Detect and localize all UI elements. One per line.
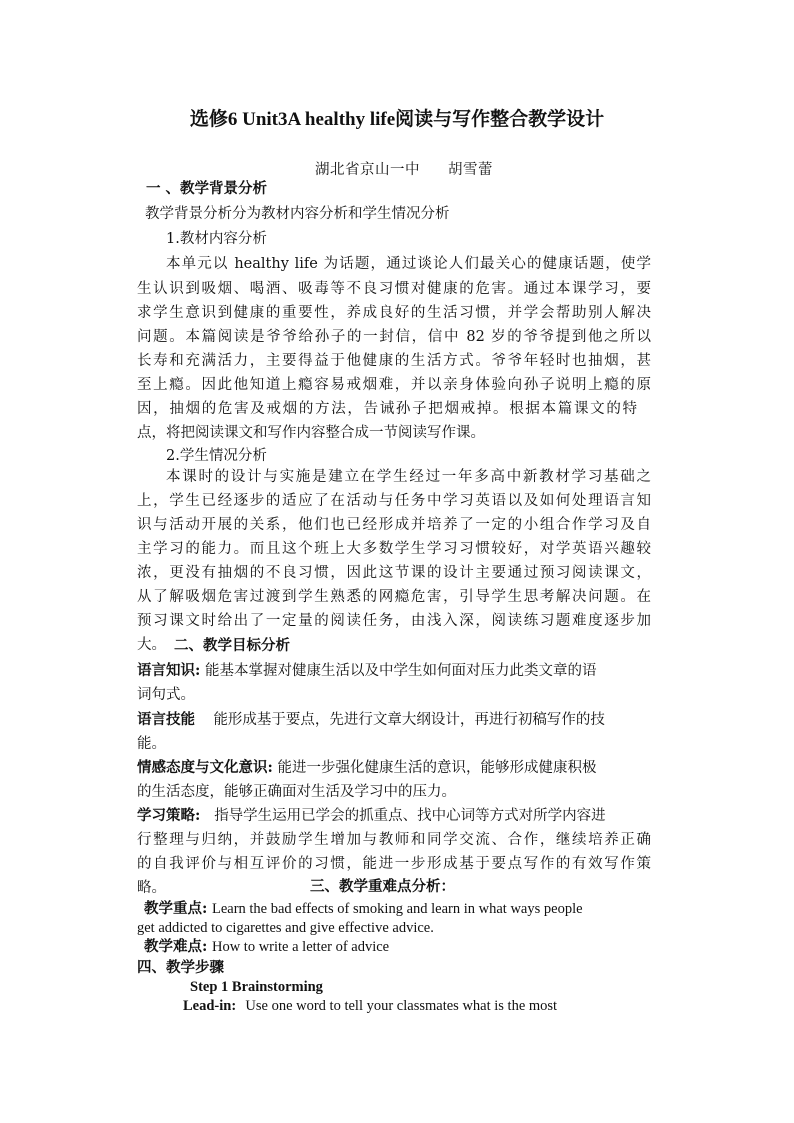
goal-text-cont: 词句式。 bbox=[137, 687, 195, 703]
diff-text: How to write a letter of advice bbox=[211, 939, 390, 955]
author-name: 胡雪蕾 bbox=[448, 162, 493, 178]
key-point bbox=[144, 899, 652, 919]
paragraph-line: 预习课文时给出了一定量的阅读任务，由浅入深，阅读练习题难度逐步加 bbox=[137, 613, 651, 629]
paragraph-line: 上，学生已经逐步的适应了在活动与任务中学习英语以及如何处理语言知 bbox=[137, 493, 651, 509]
author-school: 湖北省京山一中 bbox=[315, 162, 420, 178]
goal-label: 情感态度与文化意识: bbox=[137, 759, 273, 776]
goal-label: 学习策略: bbox=[137, 807, 201, 824]
leadin-text: Use one word to tell your classmates what is the most bbox=[245, 998, 558, 1014]
goal-text-cont: 的生活态度，能够正确面对生活及学习中的压力。 bbox=[137, 784, 456, 800]
leadin-label: Lead-in: bbox=[183, 998, 237, 1014]
diff-label: 教学难点: bbox=[144, 938, 208, 955]
paragraph-line: 主学习的能力。而且这个班上大多数学生学习习惯较好，对学英语兴趣较 bbox=[137, 541, 651, 557]
key-text: Learn the bad effects of smoking and learn in what ways people bbox=[211, 901, 583, 917]
subheading-materials: 1.教材内容分析 bbox=[166, 231, 267, 247]
subheading-students: 2.学生情况分析 bbox=[166, 448, 267, 464]
paragraph-line: 长寿和充满活力，主要得益于他健康的生活方式。爷爷年轻时也抽烟，甚 bbox=[137, 353, 651, 369]
paragraph-line: 从了解吸烟危害过渡到学生熟悉的网瘾危害，引导学生思考解决问题。在 bbox=[137, 589, 651, 605]
paragraph-line: 至上瘾。因此他知道上瘾容易戒烟难，并以亲身体验向孙子说明上瘾的原 bbox=[137, 377, 651, 393]
goal-language-knowledge bbox=[137, 661, 651, 681]
goal-text-cont: 能。 bbox=[137, 736, 166, 752]
goal-label: 语言知识: bbox=[137, 662, 201, 679]
goal-text: 能基本掌握对健康生活以及中学生如何面对压力此类文章的语 bbox=[204, 663, 597, 679]
document-title: 选修6 Unit3A healthy life阅读与写作整合教学设计 bbox=[189, 109, 605, 130]
paragraph-line: 浓，更没有抽烟的不良习惯，因此这节课的设计主要通过预习阅读课文， bbox=[137, 565, 651, 581]
paragraph-line: 大。 bbox=[137, 637, 166, 653]
goal-text: 能进一步强化健康生活的意识，能够形成健康积极 bbox=[277, 760, 597, 776]
lead-in bbox=[183, 996, 653, 1016]
goal-text: 能形成基于要点，先进行文章大纲设计，再进行初稿写作的技 bbox=[213, 712, 605, 728]
goal-language-skills bbox=[137, 710, 651, 730]
goal-text-cont: 行整理与归纳，并鼓励学生增加与教师和同学交流、合作，继续培养正确 bbox=[137, 832, 651, 848]
paragraph-line: 问题。本篇阅读是爷爷给孙子的一封信，信中 82 岁的爷爷提到他之所以 bbox=[137, 329, 651, 345]
goal-attitude-culture bbox=[137, 758, 651, 778]
paragraph-line: 因，抽烟的危害及戒烟的方法，告诫孙子把烟戒掉。根据本篇课文的特 bbox=[137, 401, 637, 417]
section-1-intro: 教学背景分析分为教材内容分析和学生情况分析 bbox=[145, 206, 450, 222]
paragraph-line: 生认识到吸烟、喝酒、吸毒等不良习惯对健康的危害。通过本课学习，要 bbox=[137, 281, 651, 297]
section-heading-2: 二、教学目标分析 bbox=[174, 637, 290, 654]
goal-label: 语言技能 bbox=[137, 711, 195, 728]
paragraph-line: 点，将把阅读课文和写作内容整合成一节阅读写作课。 bbox=[137, 425, 485, 441]
paragraph-line: 求学生意识到健康的重要性，养成良好的生活习惯，并学会帮助别人解决 bbox=[137, 305, 651, 321]
section-heading-4: 四、教学步骤 bbox=[137, 959, 224, 976]
difficult-point bbox=[144, 937, 658, 957]
paragraph-line: 本单元以 healthy life 为话题，通过谈论人们最关心的健康话题，使学 bbox=[166, 256, 651, 272]
paragraph-line: 本课时的设计与实施是建立在学生经过一年多高中新教材学习基础之 bbox=[166, 469, 651, 485]
goal-text-cont: 的自我评价与相互评价的习惯，能进一步形成基于要点写作的有效写作策 bbox=[137, 856, 651, 872]
key-label: 教学重点: bbox=[144, 900, 208, 917]
goal-text: 指导学生运用已学会的抓重点、找中心词等方式对所学内容进 bbox=[214, 808, 606, 824]
section-heading-1: 一 、教学背景分析 bbox=[146, 180, 268, 197]
step-1-heading: Step 1 Brainstorming bbox=[190, 979, 323, 995]
section-heading-3: 三、教学重难点分析： bbox=[310, 878, 455, 895]
key-text-cont: get addicted to cigarettes and give effective advice. bbox=[137, 920, 434, 936]
goal-text-cont: 略。 bbox=[137, 880, 166, 896]
goal-learning-strategy bbox=[137, 806, 651, 826]
paragraph-line: 识与活动开展的关系，他们也已经形成并培养了一定的小组合作学习及自 bbox=[137, 517, 651, 533]
author-line bbox=[315, 158, 493, 179]
